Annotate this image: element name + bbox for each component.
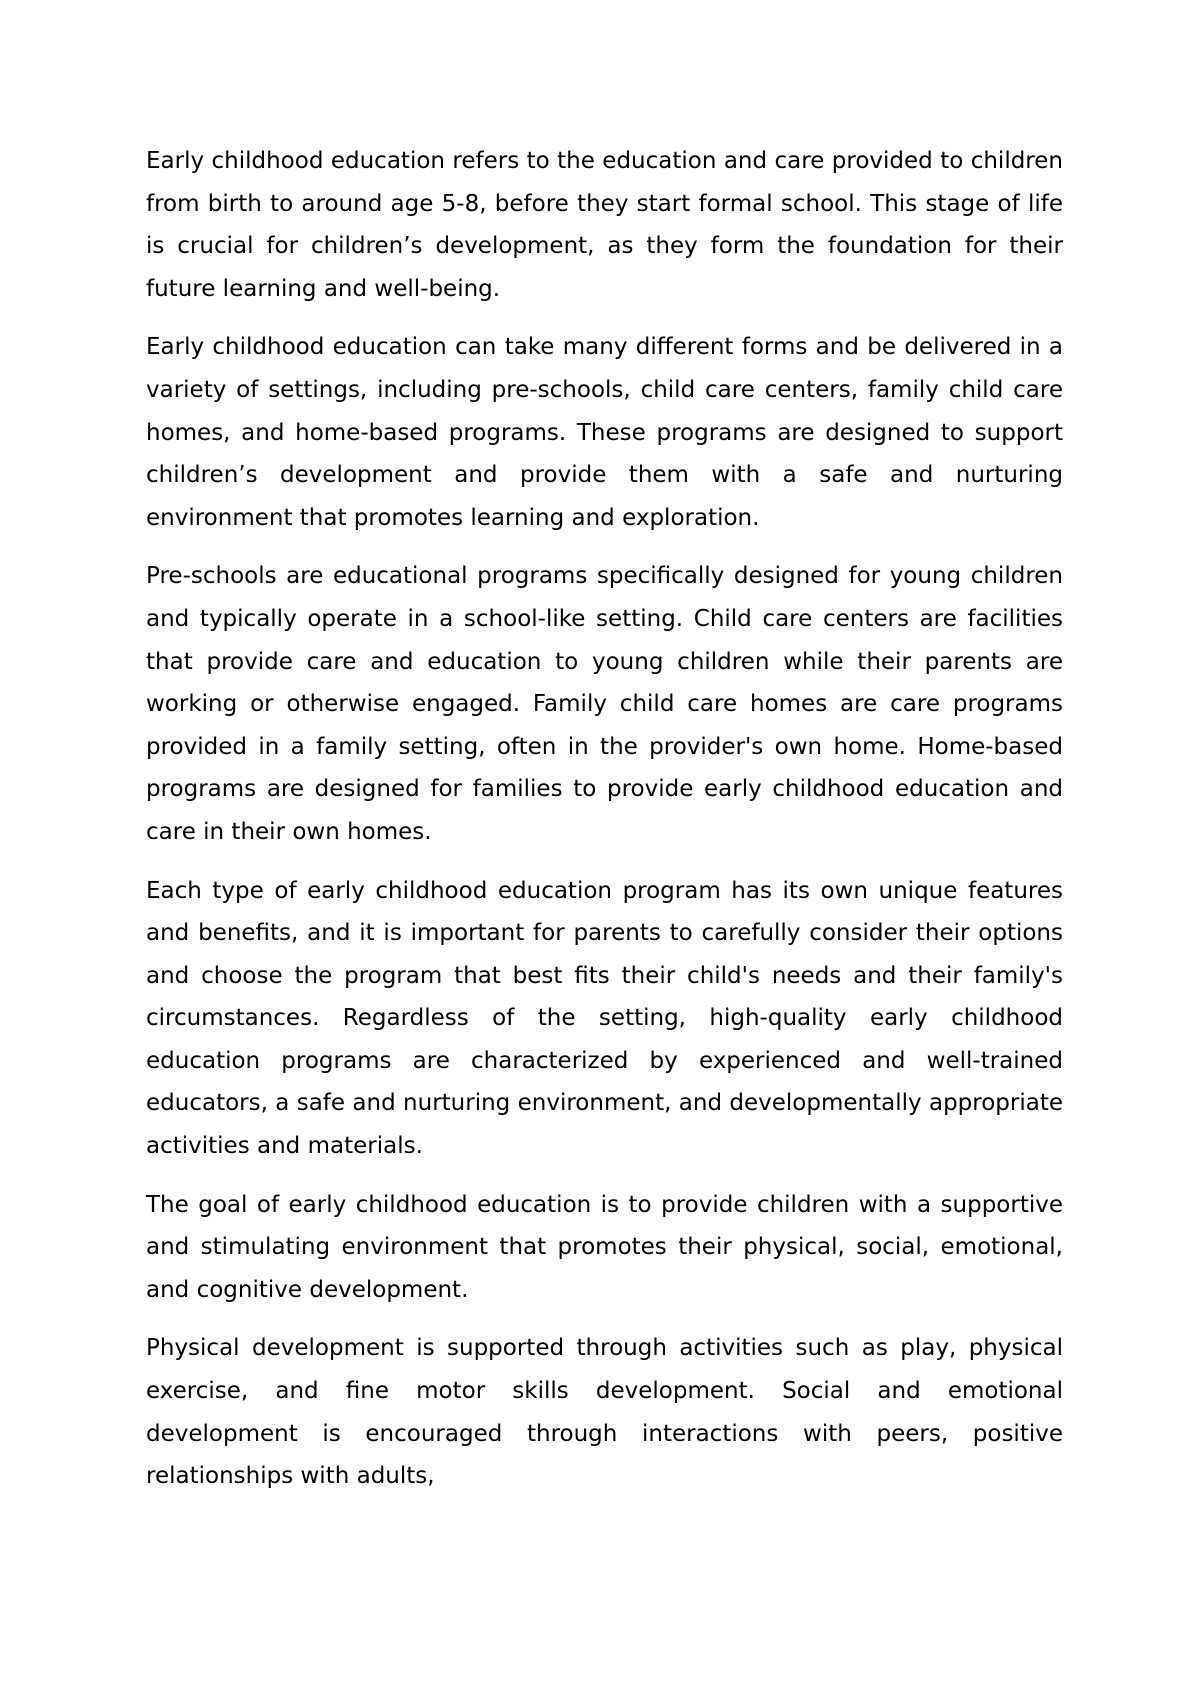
- paragraph-3: Pre-schools are educational programs specifically designed for young children and typically operate in a school-like setting. Child care centers are facilities that provide care and education to young children while their parents are working or otherwise engaged. Family child care homes are care programs provided in a family setting, often in the provider's own home. Home-based programs are designed for families to provide early childhood education and care in their own homes.: [146, 563, 1063, 845]
- paragraph-6: Physical development is supported through activities such as play, physical exercise, and fine motor skills development. Social and emotional development is encouraged through interactions with peers, positive relationships with adults,: [146, 1335, 1063, 1490]
- paragraph-1: Early childhood education refers to the education and care provided to children from birth to around age 5-8, before they start formal school. This stage of life is crucial for children’s development, as they form the foundation for their future learning and well-being.: [146, 148, 1063, 302]
- document-body: [146, 140, 1063, 1514]
- paragraph-2: Early childhood education can take many different forms and be delivered in a variety of settings, including pre-schools, child care centers, family child care homes, and home-based programs. These programs are designed to support children’s development and provide them with a safe and nurturing environment that promotes learning and exploration.: [146, 334, 1063, 531]
- paragraph-5: The goal of early childhood education is to provide children with a supportive and stimulating environment that promotes their physical, social, emotional, and cognitive development.: [146, 1191, 1063, 1303]
- paragraph-4: Each type of early childhood education program has its own unique features and benefits, and it is important for parents to carefully consider their options and choose the program that best fits their child's needs and their family's circumstances. Regardless of the setting, high-quality early childhood education programs are characterized by experienced and well-trained educators, a safe and nurturing environment, and developmentally appropriate activities and materials.: [146, 877, 1063, 1160]
